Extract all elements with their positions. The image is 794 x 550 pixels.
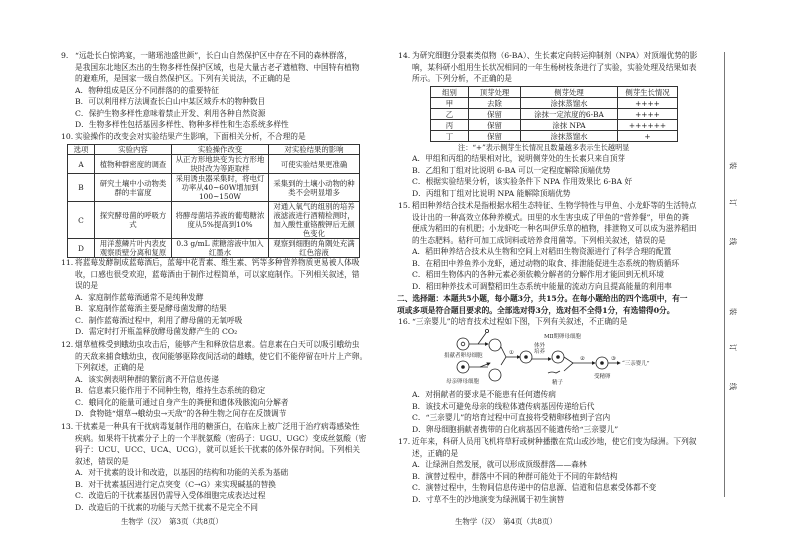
answer-option <box>412 401 618 413</box>
table-cell: + <box>618 131 678 142</box>
table-row <box>431 120 678 131</box>
line-text: 项或多项是符合题目要求的。全部选对得3分，选对但不全得1分，有选错得0分。 <box>397 305 675 315</box>
question-16 <box>398 316 628 328</box>
question-text-line <box>75 73 359 85</box>
table-row <box>431 109 678 120</box>
line-text: B．在稻田中养鱼养小龙虾，通过动物的取食、排泄能促进生态系统的物质循环 <box>412 258 680 268</box>
binding-char: 订 <box>728 343 738 352</box>
answer-option <box>75 326 359 338</box>
table-cell: A <box>68 155 95 174</box>
question-text-line <box>397 305 687 317</box>
question-number: 16. <box>398 317 411 326</box>
line-text: B．对干扰素基因进行定点突变（C→G）来实现碱基的替换 <box>75 479 276 489</box>
answer-option <box>412 153 632 165</box>
table-row <box>431 98 678 109</box>
question-10-table <box>67 144 360 258</box>
mother-label: 母亲卵母细胞 <box>446 379 480 385</box>
table-cell: 保留 <box>469 109 521 120</box>
line-text: C．制作蓝莓酒过程中，利用了酵母菌的无氧呼吸 <box>75 315 243 325</box>
removed-nucleus <box>485 329 488 332</box>
binding-char: 线 <box>728 382 738 391</box>
table-header-row <box>431 87 678 98</box>
column-header: 实验操作改变 <box>172 145 269 155</box>
table-cell: 从正方形地块变为长方形地块时改为等距取样 <box>172 155 269 174</box>
table-cell: 丁 <box>431 131 469 142</box>
line-text: D．寸草不生的沙地演变为绿洲属于初生演替 <box>412 494 565 504</box>
column-header: 侧芽生长情况 <box>618 87 678 98</box>
answer-option <box>412 389 618 401</box>
donor-label: 捐献者卵母细胞 <box>444 353 483 359</box>
three-parent-baby-diagram <box>440 327 680 387</box>
binding-char: 装 <box>728 161 738 170</box>
question-14-note: 注：“+”表示侧芽生长情况且数量越多表示生长越明显 <box>458 143 630 152</box>
table-cell: 涂抹蒸馏水 <box>521 98 618 109</box>
question-text-line <box>412 448 696 460</box>
table-cell: 乙 <box>431 109 469 120</box>
question-text-line <box>398 200 697 212</box>
donor-oocyte <box>457 338 469 350</box>
question-number: 9. <box>61 51 69 60</box>
table-cell: D <box>68 239 95 258</box>
line-text: B．信息素只能作用于不同种生物，维持生态系统的稳定 <box>75 386 266 395</box>
line-text: C．稻田生物体内的各种元素必须依赖分解者的分解作用才能回到无机环境 <box>412 270 664 279</box>
answer-option <box>412 258 696 270</box>
page-footer-left: 生物学（汉） 第3页（共8页） <box>121 517 223 526</box>
table-cell: 可使实验结果更准确 <box>269 155 360 174</box>
question-number: 13. <box>61 422 74 431</box>
line-text: C．蛾同化的能量可通过自身产生的粪便和遗体残骸流向分解者 <box>75 397 289 407</box>
mother-cytoplasm-remnant <box>489 369 501 381</box>
line-text: C．保护生物多样性意味着禁止开发、利用各种自然资源 <box>75 108 266 118</box>
question-14-options <box>412 153 632 199</box>
answer-option <box>412 471 696 483</box>
answer-option <box>75 315 359 327</box>
answer-option <box>412 482 696 494</box>
table-cell: 采集到的土壤小动物的种类不会明显增多 <box>269 174 360 202</box>
line-text: 实验操作的改变会对实验结果产生影响，下面相关分析，不合理的是 <box>75 132 306 141</box>
table-row <box>68 155 360 174</box>
table-cell: 探究酵母菌的呼吸方式 <box>95 202 172 239</box>
answer-option <box>75 385 367 397</box>
column-header: 实验内容 <box>95 145 172 155</box>
answer-option <box>75 467 366 479</box>
answer-option <box>75 292 359 304</box>
question-text-line <box>398 436 697 448</box>
line-text: D．卵母细胞捐献者携带的白化病基因不能遗传给“三亲婴儿” <box>412 424 619 434</box>
answer-option <box>75 96 359 108</box>
table-cell: 涂抹一定浓度的6-BA <box>521 109 618 120</box>
line-text: 码子：UCU、UCC、UCA、UCG），就可以延长干扰素的体外保存时间。下列相关 <box>75 445 360 454</box>
table-cell: ++++ <box>618 98 678 109</box>
table-row <box>431 131 678 142</box>
line-text: 便成为稻田的有机肥；小龙虾吃一种名叫伊乐草的植物，排泄物又可以成为滋养稻田 <box>412 224 697 233</box>
line-text: 二、选择题：本题共5小题，每小题3分，共15分。在每小题给出的四个选项中，有一 <box>397 294 688 303</box>
line-text: 近年来，科研人员用飞机将草籽或树种播撒在荒山或沙地，使它们变为绿洲。下列叙 <box>412 437 697 446</box>
sperm-icon <box>548 371 560 373</box>
answer-option <box>412 281 696 293</box>
table-cell: ++++++ <box>618 120 678 131</box>
binding-char: 装 <box>728 307 738 316</box>
column-header: 侧芽处理 <box>521 87 618 98</box>
question-text-line <box>75 444 366 456</box>
table-row <box>68 239 360 258</box>
column-header: 组别 <box>431 87 469 98</box>
line-text: 收，口感也很受欢迎，蓝莓酒由于制作过程简单，可以家庭制作。下列相关叙述，错 <box>75 269 360 279</box>
question-text-line <box>75 456 366 468</box>
table-cell: 涂抹 NPA <box>521 120 618 131</box>
answer-option <box>75 303 359 315</box>
line-text: B．可以利用样方法调查长白山中某区域乔木的物种数目 <box>75 97 266 106</box>
question-text-line <box>412 73 697 85</box>
table-cell: 将酵母菌培养液的葡萄糖浓度从5%提高到10% <box>172 202 269 239</box>
line-text: D．丙组和丁组对比说明 NPA 能解除顶端优势 <box>412 188 571 198</box>
table-cell: 观察到细胞的角隅处充满红色溶液 <box>269 239 360 258</box>
question-text-line <box>412 235 696 247</box>
answer-option <box>412 176 632 188</box>
answer-option <box>75 374 367 386</box>
table-cell: 0.3 g/mL 蔗糖溶液中加入红墨水 <box>172 239 269 258</box>
line-text: “三亲婴儿”的培育技术过程如下图，下列有关叙述，不正确的是 <box>412 317 628 326</box>
question-text-line <box>75 362 367 374</box>
question-text-line <box>61 50 359 62</box>
line-text: 的生态肥料。秸秆可加工成饲料或培养食用菌等。下列相关叙述，错误的是 <box>412 235 666 245</box>
question-text-line <box>398 316 628 328</box>
enucleated-donor-oocyte <box>489 339 501 351</box>
question-13 <box>61 421 367 513</box>
step3-label: ③ <box>611 356 616 362</box>
column-header: 对实验结果的影响 <box>269 145 360 155</box>
binding-char: 线 <box>728 237 738 246</box>
line-text: 稻田种养结合技术是指根据水稻生态特征、生物学特性与甲鱼、小龙虾等的生活特点 <box>412 201 697 210</box>
answer-option <box>75 408 367 420</box>
step1-label: ① <box>509 350 514 356</box>
question-number: 15. <box>398 201 411 210</box>
line-text: A．该实例表明种群的繁衍离不开信息传递 <box>75 374 219 384</box>
answer-option <box>412 412 618 424</box>
zygote-label: 受精卵 <box>594 374 611 380</box>
question-number: 11. <box>61 258 74 267</box>
line-text: C．改造后的干扰素基因仍需导入受体细胞完成表达过程 <box>75 491 266 500</box>
table-cell: C <box>68 202 95 239</box>
question-15 <box>398 200 697 292</box>
donor-nucleus <box>461 342 465 346</box>
line-text: 下列叙述，正确的是 <box>75 363 145 372</box>
question-text-line <box>61 131 306 143</box>
line-text: 为研究细胞分裂素类似物（6-BA）、生长素定向转运抑制剂（NPA）对顶端优势的影 <box>412 51 698 60</box>
answer-option <box>412 494 696 506</box>
question-text-line <box>75 280 359 292</box>
line-text: A．物种组成是区分不同群落的的重要特征 <box>75 85 219 95</box>
line-text: 误的是 <box>75 281 99 290</box>
column-header: 顶芽处理 <box>469 87 521 98</box>
line-text: A．稻田种养结合技术从生物和空间上对稻田生物资源进行了科学合理的配置 <box>412 247 672 256</box>
table-cell: 去除 <box>469 98 521 109</box>
line-text: A．对捐献者的要求是不能患有任何遗传病 <box>412 390 556 399</box>
table-row <box>68 202 360 239</box>
question-number: 14. <box>398 51 411 60</box>
question-12 <box>61 339 368 420</box>
line-text: 设计出的一种高效立体种养模式。田里的水生害虫成了甲鱼的“营养餐”，甲鱼的粪 <box>412 212 689 222</box>
mii-label: MⅡ期卵母细胞 <box>544 334 581 340</box>
question-10 <box>61 131 306 143</box>
table-cell: 研究土壤中小动物类群的丰富度 <box>95 174 172 202</box>
line-text: “远赴长白惊鸿宴，一睹瑶池盛世颜”，长白山自然保护区中存在不同的森林群落， <box>75 51 352 60</box>
line-text: 的天敌来捕食蛾幼虫，夜间能够驱除夜间活动的雌蛾，使它们不能停留在叶片上产卵。 <box>75 351 368 361</box>
table-header-row <box>68 145 360 155</box>
page-footer-right: 生物学（汉） 第4页（共8页） <box>455 517 557 526</box>
line-text: 叙述，错误的是 <box>75 456 129 466</box>
table-cell: B <box>68 174 95 202</box>
answer-option <box>75 490 366 502</box>
table-cell: 丙 <box>431 120 469 131</box>
question-text-line <box>61 257 360 269</box>
answer-option <box>75 85 359 97</box>
line-text: 干扰素是一种具有干扰病毒复制作用的糖蛋白，在临床上被广泛用于治疗病毒感染性 <box>75 422 360 431</box>
answer-option <box>412 424 618 436</box>
table-cell: 采用诱虫器采集时，将电灯功率从40~60W增加到100~150W <box>172 174 269 202</box>
answer-option <box>412 188 632 200</box>
answer-option <box>412 459 696 471</box>
line-text: 将蓝莓发酵制成蓝莓酒后，蓝莓中花青素、维生素、钙等多种营养物质更易被人体吸 <box>75 258 360 267</box>
line-text: D．稻田种养技术可调整稻田生态系统中能量的流动方向且提高能量的利用率 <box>412 281 672 291</box>
line-text: D．食物链“烟草→蛾幼虫→天敌”的各种生物之间存在反馈调节 <box>75 409 287 418</box>
step2-label: ② <box>580 356 585 362</box>
table-cell: 植物种群密度的调查 <box>95 155 172 174</box>
line-text: A．家庭制作蓝莓酒通常不是纯种发酵 <box>75 292 204 302</box>
baby-label: “三亲婴儿” <box>622 361 650 367</box>
answer-option <box>75 108 359 120</box>
question-14 <box>398 50 698 85</box>
answer-option <box>412 165 632 177</box>
culture-label: 体外培养 <box>534 343 546 355</box>
line-text: C．根据实验结果分析，该实验条件下 NPA 作用效果比 6-BA 好 <box>412 177 633 186</box>
line-text: C．“三亲婴儿”的培育过程中可直接将受精卵移植到子宫内 <box>412 413 611 422</box>
table-cell: ++++ <box>618 109 678 120</box>
question-text-line <box>398 50 698 62</box>
line-text: A．对干扰素的设计和改造，以基因的结构和功能的关系为基础 <box>75 468 289 477</box>
column-header: 选项 <box>68 145 95 155</box>
table-cell: 保留 <box>469 120 521 131</box>
question-text-line <box>397 293 687 305</box>
question-number: 10. <box>61 132 74 141</box>
binding-line <box>724 52 725 497</box>
question-text-line <box>75 269 359 281</box>
question-text-line <box>61 421 366 433</box>
question-16-options <box>412 389 618 435</box>
line-text: B．演替过程中，群落中不同的种群可能处于不同的年龄结构 <box>412 471 618 481</box>
line-text: B．家庭制作蓝莓酒主要是酵母菌发酵的结果 <box>75 304 227 313</box>
question-11 <box>61 257 360 338</box>
answer-option <box>412 246 696 258</box>
line-text: B．乙组和丁组对比说明 6-BA 可以一定程度解除顶端优势 <box>412 165 611 175</box>
question-text-line <box>412 212 696 224</box>
line-text: D．生物多样性包括基因多样性、物种多样性和生态系统多样性 <box>75 120 289 129</box>
question-9 <box>61 50 360 131</box>
line-text: 响，某科研小组用生长状况相同的一年生杨树枝条进行了实验，实验处理及结果如表 <box>412 62 697 72</box>
line-text: 所示。下列分析，不正确的是 <box>412 74 512 83</box>
answer-option <box>75 502 366 514</box>
answer-option <box>412 269 696 281</box>
line-text: 是我国东北地区杰出的生物多样性保护区域，也是大量古老孑遗植物、中国特有植物 <box>75 62 360 72</box>
question-text-line <box>61 339 367 351</box>
binding-char: 订 <box>728 198 738 207</box>
line-text: C．演替过程中，生物间信息传递中的信息源、信道和信息素受体都不变 <box>412 483 657 492</box>
table-row <box>68 174 360 202</box>
line-text: 烟草植株受到蛾幼虫攻击后，能够产生和释放信息素。信息素在白天可以吸引蛾幼虫 <box>75 340 360 349</box>
line-text: 述，正确的是 <box>412 448 459 458</box>
line-text: A．甲组和丙组的结果相对比，说明侧芽处的生长素只来自顶芽 <box>412 154 626 163</box>
question-17 <box>398 436 697 505</box>
table-cell: 保留 <box>469 131 521 142</box>
line-text: 疾病。如果将干扰素分子上的一个半胱氨酸（密码子：UGU、UGC）变成丝氨酸（密 <box>75 433 367 443</box>
line-text: D．需定时打开瓶盖释放酵母菌发酵产生的 CO₂ <box>75 327 238 336</box>
question-text-line <box>75 351 367 363</box>
question-number: 12. <box>61 340 74 349</box>
line-text: 的避难所，是国家一级自然保护区。下列有关说法，不正确的是 <box>75 74 291 83</box>
line-text: A．让绿洲自然发展，就可以形成顶级群落——森林 <box>412 460 587 469</box>
section-2-heading <box>397 293 687 316</box>
table-cell: 对通入氧气的组别的培养液滤液进行酒精检测时，加入酸性重铬酸钾后无颜色变化 <box>269 202 360 239</box>
answer-option <box>75 119 359 131</box>
question-text-line <box>75 433 366 445</box>
question-text-line <box>75 62 359 74</box>
answer-option <box>75 479 366 491</box>
question-text-line <box>412 62 697 74</box>
answer-option <box>75 397 367 409</box>
line-text: B．该技术可避免母亲的线粒体遗传病基因传递给后代 <box>412 401 595 411</box>
question-text-line <box>412 223 696 235</box>
table-cell: 用洋葱鳞片叶内表皮观察质壁分离和复原 <box>95 239 172 258</box>
question-14-table <box>430 86 678 142</box>
question-number: 17. <box>398 437 411 446</box>
line-text: D．改造后的干扰素的功能与天然干扰素不是完全不同 <box>75 502 258 512</box>
table-cell: 涂抹蒸馏水 <box>521 131 618 142</box>
sperm-label: 精子 <box>552 380 564 386</box>
table-cell: 甲 <box>431 98 469 109</box>
